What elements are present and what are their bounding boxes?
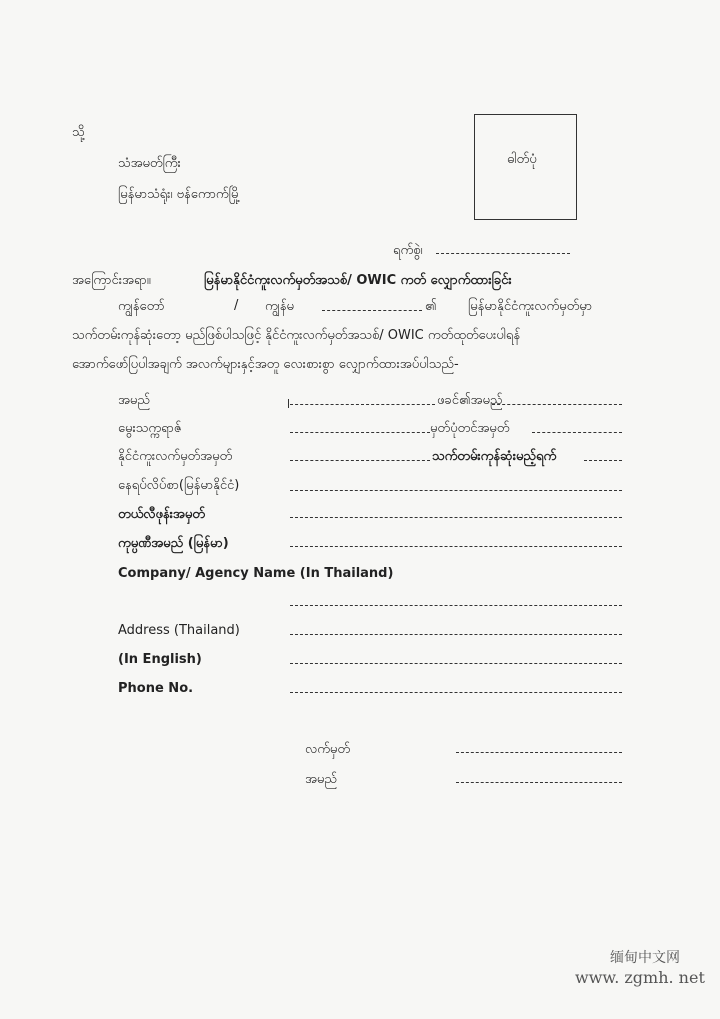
field-father-label: ဖခင်၏အမည် [437, 393, 503, 408]
tick [288, 399, 289, 408]
intro-slash: / [234, 298, 239, 313]
intro-passport: မြန်မာနိုင်ငံကူးလက်မှတ်မှာ [468, 299, 593, 314]
signature-input-line[interactable] [456, 752, 622, 753]
date-line[interactable] [436, 253, 570, 254]
intro-ms: ကျွန်မ [265, 299, 294, 314]
intro-line-3: အောက်ဖော်ပြပါအချက် အလက်များနှင့်အတူ လေးစားစွာ လျှောက်ထားအပ်ပါသည်- [72, 357, 459, 372]
dob-input-line[interactable] [290, 432, 430, 433]
field-company-th-label: Company/ Agency Name (In Thailand) [118, 566, 394, 581]
company-mm-input-line[interactable] [290, 546, 622, 547]
to-label: သို့ [72, 125, 85, 140]
field-passport-label: နိုင်ငံကူးလက်မှတ်အမှတ် [118, 449, 233, 464]
nrc-input-line[interactable] [532, 432, 622, 433]
field-name-label: အမည် [118, 393, 150, 408]
recipient-title: သံအမတ်ကြီး [118, 156, 181, 171]
name-input-line[interactable] [290, 404, 435, 405]
passport-input-line[interactable] [290, 460, 430, 461]
field-expiry-label: သက်တမ်းကုန်ဆုံးမည့်ရက် [432, 449, 557, 464]
watermark-brand: 缅甸中文网 [610, 950, 680, 966]
intro-line-2: သက်တမ်းကုန်ဆုံးတော့ မည်ဖြစ်ပါသဖြင့် နိုင်ငံကူးလက်မှတ်အသစ်/ OWIC ကတ်ထုတ်ပေးပါရန် [72, 328, 521, 343]
expiry-input-line[interactable] [584, 460, 622, 461]
photo-label: ဓါတ်ပုံ [507, 152, 537, 167]
recipient-address: မြန်မာသံရုံး၊ ဗန်ကောက်မြို့ [118, 187, 241, 202]
intro-mr: ကျွန်တော် [118, 299, 165, 314]
signature-name-input-line[interactable] [456, 782, 622, 783]
company-th-input-line[interactable] [290, 605, 622, 606]
field-phone-mm-label: တယ်လီဖုန်းအမှတ် [118, 507, 205, 522]
field-dob-label: မွေးသက္ကရာဇ် [118, 421, 182, 436]
field-company-mm-label: ကုမ္ပဏီအမည် (မြန်မာ) [118, 536, 229, 551]
applicant-name-line[interactable] [322, 310, 422, 311]
field-nrc-label: မှတ်ပုံတင်အမှတ် [430, 421, 510, 436]
field-phone-no-label: Phone No. [118, 681, 194, 696]
phone-th-input-line[interactable] [290, 692, 622, 693]
subject-text: မြန်မာနိုင်ငံကူးလက်မှတ်အသစ်/ OWIC ကတ် လျှောက်ထားခြင်း [204, 273, 512, 288]
address-en-input-line[interactable] [290, 663, 622, 664]
photo-box [474, 114, 577, 220]
watermark-url: www. zgmh. net [575, 968, 705, 987]
phone-mm-input-line[interactable] [290, 517, 622, 518]
address-th-input-line[interactable] [290, 634, 622, 635]
field-address-mm-label: နေရပ်လိပ်စာ(မြန်မာနိုင်ငံ) [118, 478, 240, 493]
field-in-english-label: (In English) [118, 652, 202, 667]
signature-name-label: အမည် [305, 772, 337, 787]
field-address-th-label: Address (Thailand) [118, 623, 240, 638]
subject-label: အကြောင်းအရာ။ [72, 273, 151, 288]
signature-label: လက်မှတ် [305, 742, 350, 757]
date-label: ရက်စွဲ၊ [393, 243, 423, 258]
intro-possessive: ၏ [425, 299, 437, 314]
father-input-line[interactable] [492, 404, 622, 405]
address-mm-input-line[interactable] [290, 490, 622, 491]
